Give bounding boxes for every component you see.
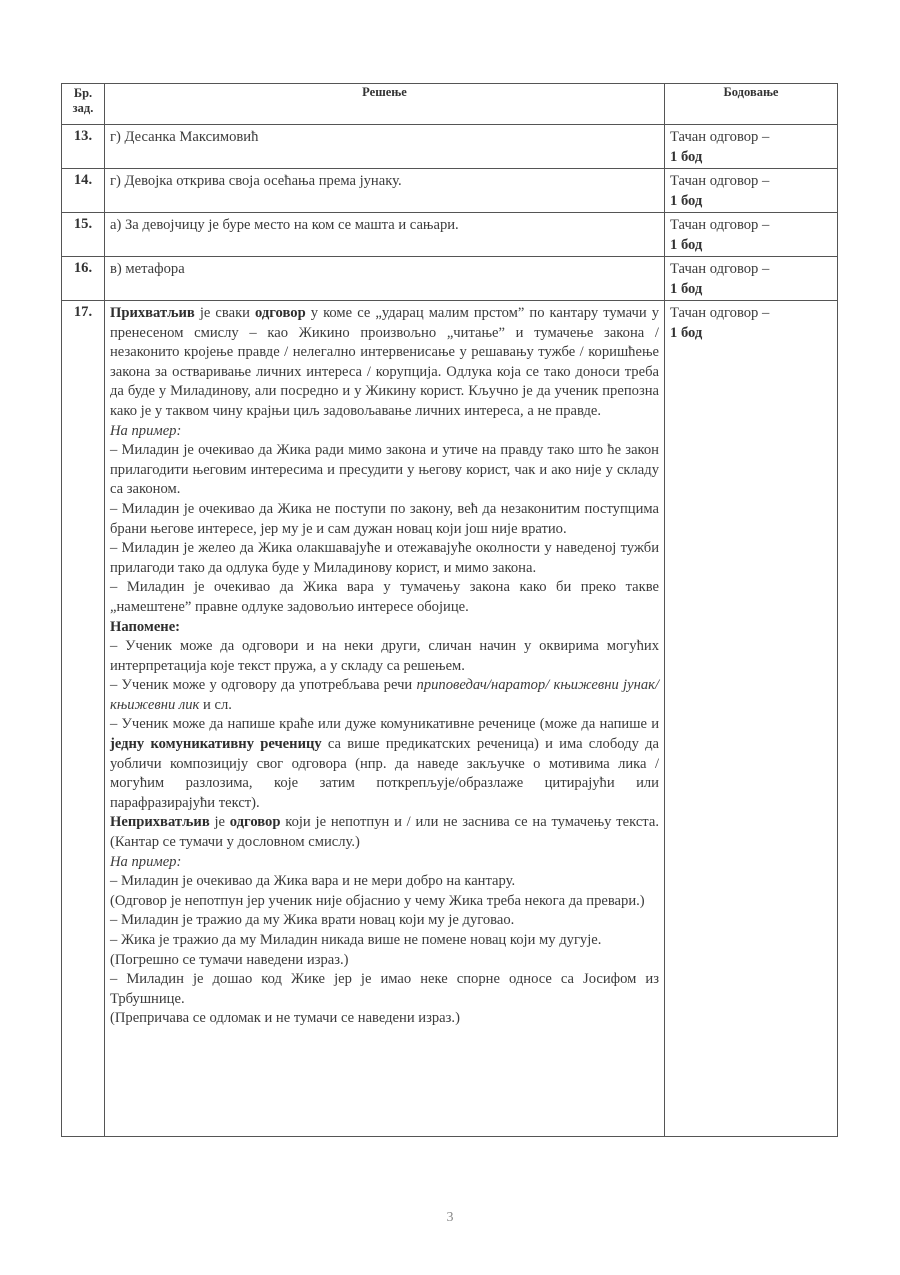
task-number: 13. [62, 125, 105, 169]
notes-label: Напомене: [110, 618, 181, 635]
task-points: Тачан одговор – 1 бод [665, 125, 838, 169]
unacceptable-example: – Миладин је тражио да му Жика врати новац који му је дуговао. [110, 912, 515, 929]
unacceptable-criteria: Неприхватљив је одговор који је непотпун и / или не заснива се на тумачењу текста. (Кантар се тумачи у дословном смислу.) [110, 814, 659, 851]
header-solution: Решење [105, 84, 665, 125]
table-row [62, 169, 838, 213]
note: – Ученик може у одговору да употребљава речи приповедач/наратор/ књижевни јунак/књижевни лик и сл. [110, 677, 659, 713]
task-number: 17. [62, 301, 105, 1137]
acceptable-example: – Миладин је очекивао да Жика не поступи по закону, већ да незаконитим поступцима брани његове интересе, јер му је и сам дужан новац који још није вратио. [110, 500, 659, 537]
task-points: Тачан одговор – 1 бод [665, 213, 838, 257]
task-number: 15. [62, 213, 105, 257]
unacceptable-example: (Одговор је непотпун јер ученик није објаснио у чему Жика треба некога да превари.) [110, 892, 645, 909]
header-task-number: Бр. зад. [62, 84, 105, 125]
acceptable-example: – Миладин је очекивао да Жика ради мимо закона и утиче на правду тако што ће закон прилагодити његовим интересима и пресудити у његову корист, чак и ако није у складу са законом. [110, 442, 659, 498]
example-label: На пример: [110, 853, 182, 870]
note: – Ученик може да одговори и на неки други, сличан начин у оквирима могућих интерпретација које текст пружа, а у складу са решењем. [110, 638, 659, 674]
note: – Ученик може да напише краће или дуже комуникативне реченице (може да напише и једну комуникативну реченицу са више предикатских реченица) и има слободу да уобличи композицију свог одговора (нпр. да наведе закључке о мотивима лика / могућим разлозима, које затим поткрепљује/образлаже цитирајући или парафразирајући текст). [110, 716, 659, 811]
task-number: 14. [62, 169, 105, 213]
table-row [62, 213, 838, 257]
unacceptable-example: – Миладин је дошао код Жике јер је имао неке спорне односе са Јосифом из Трбушнице. [110, 971, 659, 1007]
unacceptable-example: – Жика је тражио да му Миладин никада више не помене новац који му дугује. [110, 932, 602, 948]
task-solution-17 [105, 301, 665, 1137]
page-number: 3 [446, 1210, 454, 1225]
acceptable-example: – Миладин је желео да Жика олакшавајуће и отежавајуће околности у наведеној тужби прилагоди тако да одлука буде у Миладинову корист, и мимо закона. [110, 540, 659, 576]
table-header-row [62, 84, 838, 125]
task-solution: а) За девојчицу је буре место на ком се машта и сањари. [105, 213, 665, 257]
unacceptable-example: (Погрешно се тумачи наведени израз.) [110, 951, 349, 968]
table-row [62, 125, 838, 169]
task-solution: г) Десанка Максимовић [105, 125, 665, 169]
unacceptable-example: (Препричава се одломак и не тумачи се наведени израз.) [110, 1010, 460, 1027]
acceptable-criteria: Прихватљив је сваки одговор у коме се „ударац малим прстом” по кантару тумачи у пренесеном смислу – као Жикино произвољно „читање” и тумачење закона / незаконито кројење правде / нелегално интервенисање у решавању тужбе / коришћење закона за остваривање личних интереса / корупција. Одлука која се тако доноси треба да буде у Миладинову, али посредно и у Жикину корист. Кључно је да ученик препозна како је у таквом чину крајњи циљ задовољавање личних интереса, а не правде. [110, 305, 659, 419]
task-points: Тачан одговор – 1 бод [665, 169, 838, 213]
example-label: На пример: [110, 422, 182, 439]
acceptable-example: – Миладин је очекивао да Жика вара у тумачењу закона како би преко такве „намештене” правне одлуке задовољио интересе обојице. [110, 579, 659, 615]
table-row-17 [62, 301, 838, 1137]
unacceptable-example: – Миладин је очекивао да Жика вара и не мери добро на кантару. [110, 873, 516, 890]
task-solution: г) Девојка открива своја осећања према јунаку. [105, 169, 665, 213]
task-points: Тачан одговор – 1 бод [665, 301, 838, 1137]
task-number: 16. [62, 257, 105, 301]
header-points: Бодовање [665, 84, 838, 125]
task-solution: в) метафора [105, 257, 665, 301]
task-points: Тачан одговор – 1 бод [665, 257, 838, 301]
table-row [62, 257, 838, 301]
answer-key-table [61, 83, 838, 1137]
